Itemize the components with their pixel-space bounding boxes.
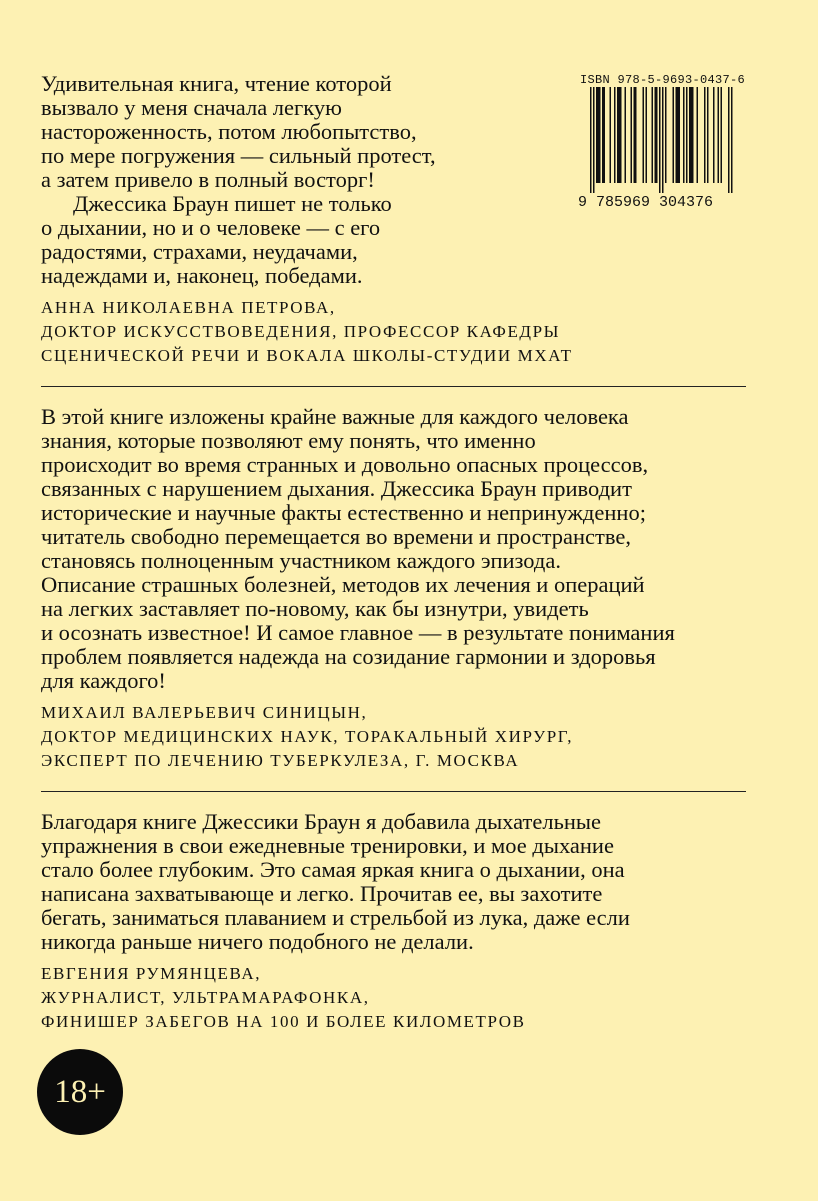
barcode-bar (596, 87, 598, 183)
barcode-bar (634, 87, 636, 183)
review-line: и осознать известное! И самое главное — в результате понимания (41, 620, 675, 645)
barcode-bar (598, 87, 600, 183)
ean-digits: 9 785969 304376 (578, 194, 714, 211)
author-line: ЕВГЕНИЯ РУМЯНЦЕВА, (41, 964, 262, 983)
barcode-bar (631, 87, 633, 183)
review-line: никогда раньше ничего подобного не делали. (41, 929, 474, 954)
review-line: а затем привело в полный восторг! (41, 167, 375, 192)
barcode-bar (659, 87, 661, 193)
barcode-bar (683, 87, 685, 183)
barcode-bar (610, 87, 612, 183)
age-rating-badge (37, 1049, 123, 1135)
barcode-bar (691, 87, 693, 183)
divider-2 (41, 791, 746, 792)
barcode-bars (578, 87, 738, 195)
barcode-bar (593, 87, 595, 193)
barcode-bar (697, 87, 699, 183)
author-line: СЦЕНИЧЕСКОЙ РЕЧИ И ВОКАЛА ШКОЛЫ-СТУДИИ МХАТ (41, 346, 573, 365)
review-line: становясь полноценным участником каждого эпизода. (41, 548, 561, 573)
barcode-bar (656, 87, 658, 183)
author-line: АННА НИКОЛАЕВНА ПЕТРОВА, (41, 298, 336, 317)
isbn-label: ISBN 978-5-9693-0437-6 (580, 73, 746, 87)
barcode-bar (692, 87, 694, 183)
review-line: для каждого! (41, 668, 166, 693)
review-2-text (41, 405, 675, 693)
review-1-text (41, 72, 436, 288)
review-2-author (41, 701, 573, 773)
review-line: написана захватывающе и легко. Прочитав ее, вы захотите (41, 881, 603, 906)
barcode-bar (731, 87, 733, 193)
review-line: знания, которые позволяют ему понять, что именно (41, 428, 536, 453)
age-rating-label: 18+ (54, 1073, 106, 1110)
review-line: связанных с нарушением дыхания. Джессика Браун приводит (41, 476, 632, 501)
barcode-bar (686, 87, 688, 183)
review-line: исторические и научные факты естественно и непринужденно; (41, 500, 646, 525)
author-line: МИХАИЛ ВАЛЕРЬЕВИЧ СИНИЦЫН, (41, 703, 368, 722)
barcode-bar (689, 87, 691, 183)
review-line: радостями, страхами, неудачами, (41, 239, 358, 264)
review-line: В этой книге изложены крайне важные для каждого человека (41, 404, 629, 429)
barcode-bar (619, 87, 621, 183)
barcode-bar (652, 87, 654, 183)
author-line: ДОКТОР ИСКУССТВОВЕДЕНИЯ, ПРОФЕССОР КАФЕДРЫ (41, 322, 561, 341)
barcode-bar (662, 87, 664, 193)
isbn-barcode (578, 73, 746, 213)
barcode-bar (643, 87, 645, 183)
review-line: проблем появляется надежда на созидание гармонии и здоровья (41, 644, 656, 669)
barcode-bar (676, 87, 678, 183)
barcode-bar (718, 87, 720, 183)
barcode-bar (625, 87, 627, 183)
review-line: настороженность, потом любопытство, (41, 119, 417, 144)
review-3-text (41, 810, 630, 954)
review-line: упражнения в свои ежедневные тренировки, и мое дыхание (41, 833, 614, 858)
barcode-bar (728, 87, 730, 193)
review-1-author (41, 296, 573, 368)
barcode-bar (590, 87, 592, 193)
author-line: ФИНИШЕР ЗАБЕГОВ НА 100 И БОЛЕЕ КИЛОМЕТРОВ (41, 1012, 526, 1031)
barcode-bar (599, 87, 601, 183)
review-line: Удивительная книга, чтение которой (41, 71, 392, 96)
review-line: надеждами и, наконец, победами. (41, 263, 363, 288)
review-line: на легких заставляет по-новому, как бы изнутри, увидеть (41, 596, 589, 621)
barcode-bar (721, 87, 723, 183)
barcode-bar (655, 87, 657, 183)
barcode-bar (704, 87, 706, 183)
barcode-bar (635, 87, 637, 183)
review-line: Благодаря книге Джессики Браун я добавила дыхательные (41, 809, 601, 834)
barcode-bar (713, 87, 715, 183)
barcode-bar (707, 87, 709, 183)
review-3-author (41, 962, 526, 1034)
barcode-bar (679, 87, 681, 183)
review-line: происходит во время странных и довольно опасных процессов, (41, 452, 649, 477)
review-line: стало более глубоким. Это самая яркая книга о дыхании, она (41, 857, 625, 882)
author-line: ЭКСПЕРТ ПО ЛЕЧЕНИЮ ТУБЕРКУЛЕЗА, Г. МОСКВА (41, 751, 520, 770)
review-line: по мере погружения — сильный протест, (41, 143, 436, 168)
divider-1 (41, 386, 746, 387)
barcode-bar (673, 87, 675, 183)
barcode-bar (677, 87, 679, 183)
review-line: Описание страшных болезней, методов их лечения и операций (41, 572, 645, 597)
barcode-bar (646, 87, 648, 183)
author-line: ДОКТОР МЕДИЦИНСКИХ НАУК, ТОРАКАЛЬНЫЙ ХИРУРГ, (41, 727, 574, 746)
review-line: вызвало у меня сначала легкую (41, 95, 342, 120)
author-line: ЖУРНАЛИСТ, УЛЬТРАМАРАФОНКА, (41, 988, 370, 1007)
review-line: Джессика Браун пишет не только (73, 191, 392, 216)
review-line: о дыхании, но и о человеке — с его (41, 215, 381, 240)
barcode-bar (602, 87, 604, 183)
barcode-bar (620, 87, 622, 183)
barcode-bar (665, 87, 667, 183)
barcode-bar (617, 87, 619, 183)
review-line: бегать, заниматься плаванием и стрельбой из лука, даже если (41, 905, 630, 930)
review-line: читатель свободно перемещается во времени и пространстве, (41, 524, 631, 549)
barcode-bar (614, 87, 616, 183)
barcode-bar (604, 87, 606, 183)
